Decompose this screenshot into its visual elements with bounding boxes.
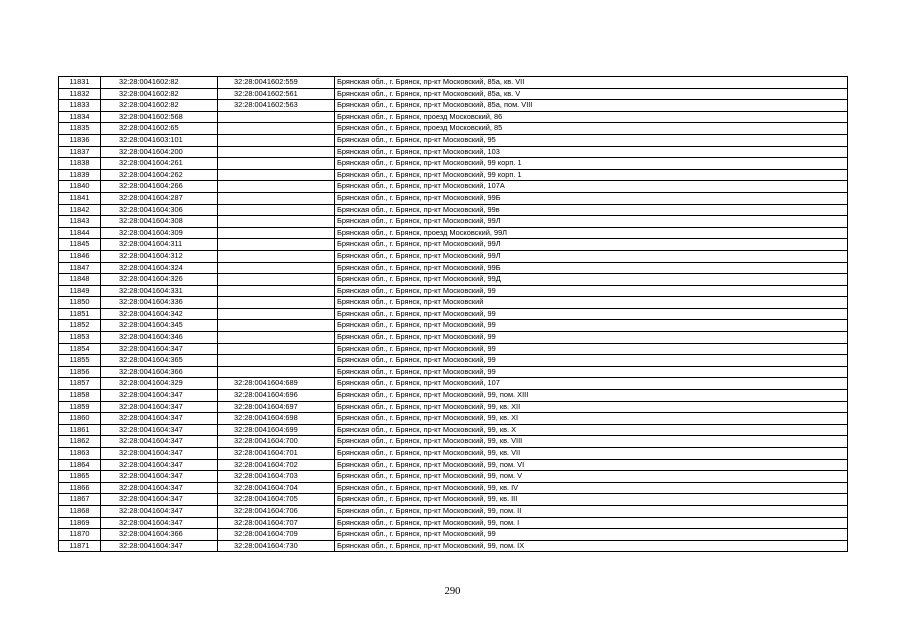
address-cell: Брянская обл., г. Брянск, пр-кт Московский, 99 (335, 308, 848, 320)
table-row (59, 482, 848, 494)
cadastral-number-cell (218, 308, 335, 320)
table-row (59, 413, 848, 425)
table-row (59, 239, 848, 251)
address-cell: Брянская обл., г. Брянск, пр-кт Московский, 103 (335, 146, 848, 158)
address-cell: Брянская обл., г. Брянск, пр-кт Московский, 85а, пом. VIII (335, 100, 848, 112)
table-row (59, 123, 848, 135)
cadastral-number-cell: 32:28:0041604:697 (218, 401, 335, 413)
table-row (59, 227, 848, 239)
table-row (59, 436, 848, 448)
row-number-cell: 11869 (59, 517, 101, 529)
table-row (59, 332, 848, 344)
parent-cadastral-number-cell: 32:28:0041604:262 (101, 169, 218, 181)
cadastral-number-cell (218, 285, 335, 297)
parent-cadastral-number-cell: 32:28:0041604:308 (101, 216, 218, 228)
row-number-cell: 11841 (59, 192, 101, 204)
table-row (59, 169, 848, 181)
row-number-cell: 11854 (59, 343, 101, 355)
cadastral-number-cell (218, 158, 335, 170)
table-row (59, 88, 848, 100)
row-number-cell: 11846 (59, 250, 101, 262)
parent-cadastral-number-cell: 32:28:0041602:82 (101, 100, 218, 112)
cadastral-number-cell (218, 123, 335, 135)
row-number-cell: 11866 (59, 482, 101, 494)
table-row (59, 494, 848, 506)
cadastral-number-cell: 32:28:0041604:705 (218, 494, 335, 506)
address-cell: Брянская обл., г. Брянск, пр-кт Московский, 99 (335, 320, 848, 332)
table-row (59, 540, 848, 552)
cadastral-number-cell (218, 169, 335, 181)
table-row (59, 192, 848, 204)
address-cell: Брянская обл., г. Брянск, пр-кт Московский, 99 (335, 366, 848, 378)
address-cell: Брянская обл., г. Брянск, пр-кт Московский, 107А (335, 181, 848, 193)
cadastral-number-cell (218, 181, 335, 193)
parent-cadastral-number-cell: 32:28:0041604:311 (101, 239, 218, 251)
address-cell: Брянская обл., г. Брянск, пр-кт Московский, 99, пом. IX (335, 540, 848, 552)
row-number-cell: 11849 (59, 285, 101, 297)
table-row (59, 216, 848, 228)
cadastral-number-cell (218, 343, 335, 355)
address-cell: Брянская обл., г. Брянск, пр-кт Московский, 99в (335, 204, 848, 216)
parent-cadastral-number-cell: 32:28:0041604:347 (101, 390, 218, 402)
parent-cadastral-number-cell: 32:28:0041604:365 (101, 355, 218, 367)
table-row (59, 517, 848, 529)
address-cell: Брянская обл., г. Брянск, пр-кт Московский, 99 (335, 285, 848, 297)
address-cell: Брянская обл., г. Брянск, пр-кт Московский, 99Л (335, 239, 848, 251)
row-number-cell: 11853 (59, 332, 101, 344)
row-number-cell: 11848 (59, 274, 101, 286)
table-row (59, 285, 848, 297)
row-number-cell: 11857 (59, 378, 101, 390)
cadastral-number-cell (218, 146, 335, 158)
cadastral-number-cell (218, 332, 335, 344)
cadastral-number-cell: 32:28:0041604:707 (218, 517, 335, 529)
parent-cadastral-number-cell: 32:28:0041604:366 (101, 366, 218, 378)
parent-cadastral-number-cell: 32:28:0041604:306 (101, 204, 218, 216)
parent-cadastral-number-cell: 32:28:0041602:82 (101, 77, 218, 89)
row-number-cell: 11863 (59, 448, 101, 460)
address-cell: Брянская обл., г. Брянск, проезд Московский, 99Л (335, 227, 848, 239)
table-row (59, 355, 848, 367)
cadastral-number-cell: 32:28:0041604:689 (218, 378, 335, 390)
cadastral-number-cell (218, 355, 335, 367)
parent-cadastral-number-cell: 32:28:0041604:347 (101, 517, 218, 529)
row-number-cell: 11864 (59, 459, 101, 471)
cadastral-number-cell: 32:28:0041604:702 (218, 459, 335, 471)
row-number-cell: 11851 (59, 308, 101, 320)
row-number-cell: 11868 (59, 505, 101, 517)
address-cell: Брянская обл., г. Брянск, пр-кт Московский, 95 (335, 134, 848, 146)
row-number-cell: 11867 (59, 494, 101, 506)
address-cell: Брянская обл., г. Брянск, пр-кт Московский, 99Л (335, 250, 848, 262)
address-cell: Брянская обл., г. Брянск, пр-кт Московский, 99 корп. 1 (335, 158, 848, 170)
row-number-cell: 11847 (59, 262, 101, 274)
address-cell: Брянская обл., г. Брянск, пр-кт Московский, 99, кв. XI (335, 413, 848, 425)
table-row (59, 390, 848, 402)
table-row (59, 448, 848, 460)
parent-cadastral-number-cell: 32:28:0041604:347 (101, 436, 218, 448)
table-row (59, 77, 848, 89)
parent-cadastral-number-cell: 32:28:0041604:347 (101, 413, 218, 425)
cadastral-number-cell (218, 366, 335, 378)
row-number-cell: 11859 (59, 401, 101, 413)
row-number-cell: 11855 (59, 355, 101, 367)
cadastral-number-cell (218, 111, 335, 123)
parent-cadastral-number-cell: 32:28:0041604:200 (101, 146, 218, 158)
cadastral-number-cell: 32:28:0041604:699 (218, 424, 335, 436)
row-number-cell: 11837 (59, 146, 101, 158)
cadastral-number-cell (218, 204, 335, 216)
parent-cadastral-number-cell: 32:28:0041602:82 (101, 88, 218, 100)
parent-cadastral-number-cell: 32:28:0041604:346 (101, 332, 218, 344)
table-row (59, 366, 848, 378)
row-number-cell: 11833 (59, 100, 101, 112)
address-cell: Брянская обл., г. Брянск, пр-кт Московский, 99, кв. IV (335, 482, 848, 494)
cadastral-number-cell (218, 227, 335, 239)
table-row (59, 250, 848, 262)
table-row (59, 505, 848, 517)
address-cell: Брянская обл., г. Брянск, пр-кт Московский, 99, пом. II (335, 505, 848, 517)
parent-cadastral-number-cell: 32:28:0041604:336 (101, 297, 218, 309)
page-number: 290 (444, 586, 461, 597)
table-row (59, 378, 848, 390)
address-cell: Брянская обл., г. Брянск, пр-кт Московский, 107 (335, 378, 848, 390)
parent-cadastral-number-cell: 32:28:0041603:101 (101, 134, 218, 146)
table-row (59, 134, 848, 146)
row-number-cell: 11858 (59, 390, 101, 402)
parent-cadastral-number-cell: 32:28:0041604:266 (101, 181, 218, 193)
table-row (59, 204, 848, 216)
row-number-cell: 11840 (59, 181, 101, 193)
row-number-cell: 11839 (59, 169, 101, 181)
parent-cadastral-number-cell: 32:28:0041604:347 (101, 448, 218, 460)
address-cell: Брянская обл., г. Брянск, пр-кт Московский, 85а, кв. V (335, 88, 848, 100)
parent-cadastral-number-cell: 32:28:0041602:568 (101, 111, 218, 123)
address-cell: Брянская обл., г. Брянск, пр-кт Московский, 99 корп. 1 (335, 169, 848, 181)
cadastral-number-cell: 32:28:0041604:704 (218, 482, 335, 494)
cadastral-number-cell: 32:28:0041604:696 (218, 390, 335, 402)
table-row (59, 424, 848, 436)
cadastral-number-cell: 32:28:0041604:698 (218, 413, 335, 425)
row-number-cell: 11850 (59, 297, 101, 309)
row-number-cell: 11843 (59, 216, 101, 228)
parent-cadastral-number-cell: 32:28:0041604:347 (101, 459, 218, 471)
parent-cadastral-number-cell: 32:28:0041602:65 (101, 123, 218, 135)
address-cell: Брянская обл., г. Брянск, пр-кт Московский, 99, пом. VI (335, 459, 848, 471)
cadastral-number-cell (218, 192, 335, 204)
table-row (59, 401, 848, 413)
parent-cadastral-number-cell: 32:28:0041604:347 (101, 471, 218, 483)
parent-cadastral-number-cell: 32:28:0041604:312 (101, 250, 218, 262)
address-cell: Брянская обл., г. Брянск, пр-кт Московский, 99Л (335, 216, 848, 228)
parent-cadastral-number-cell: 32:28:0041604:309 (101, 227, 218, 239)
parent-cadastral-number-cell: 32:28:0041604:326 (101, 274, 218, 286)
cadastral-number-cell (218, 262, 335, 274)
address-cell: Брянская обл., г. Брянск, пр-кт Московский, 99, кв. VIII (335, 436, 848, 448)
parent-cadastral-number-cell: 32:28:0041604:345 (101, 320, 218, 332)
parent-cadastral-number-cell: 32:28:0041604:287 (101, 192, 218, 204)
parent-cadastral-number-cell: 32:28:0041604:347 (101, 494, 218, 506)
row-number-cell: 11844 (59, 227, 101, 239)
row-number-cell: 11852 (59, 320, 101, 332)
table-row (59, 529, 848, 541)
parent-cadastral-number-cell: 32:28:0041604:331 (101, 285, 218, 297)
address-cell: Брянская обл., г. Брянск, пр-кт Московский, 99, пом. XIII (335, 390, 848, 402)
cadastral-number-cell (218, 320, 335, 332)
row-number-cell: 11845 (59, 239, 101, 251)
table-row (59, 100, 848, 112)
address-cell: Брянская обл., г. Брянск, пр-кт Московский, 99, кв. X (335, 424, 848, 436)
row-number-cell: 11835 (59, 123, 101, 135)
cadastral-number-cell: 32:28:0041604:730 (218, 540, 335, 552)
address-cell: Брянская обл., г. Брянск, пр-кт Московский, 99, кв. VII (335, 448, 848, 460)
parent-cadastral-number-cell: 32:28:0041604:347 (101, 505, 218, 517)
cadastral-number-cell (218, 297, 335, 309)
address-cell: Брянская обл., г. Брянск, пр-кт Московский, 99, пом. V (335, 471, 848, 483)
row-number-cell: 11861 (59, 424, 101, 436)
table-row (59, 308, 848, 320)
cadastral-number-cell: 32:28:0041604:709 (218, 529, 335, 541)
address-cell: Брянская обл., г. Брянск, пр-кт Московский, 85а, кв. VII (335, 77, 848, 89)
cadastral-number-cell (218, 239, 335, 251)
address-cell: Брянская обл., г. Брянск, пр-кт Московский, 99Д (335, 274, 848, 286)
address-cell: Брянская обл., г. Брянск, проезд Московский, 85 (335, 123, 848, 135)
cadastral-number-cell: 32:28:0041604:700 (218, 436, 335, 448)
table-row (59, 471, 848, 483)
table-row (59, 320, 848, 332)
row-number-cell: 11838 (59, 158, 101, 170)
row-number-cell: 11832 (59, 88, 101, 100)
table-row (59, 297, 848, 309)
parent-cadastral-number-cell: 32:28:0041604:342 (101, 308, 218, 320)
parent-cadastral-number-cell: 32:28:0041604:347 (101, 401, 218, 413)
row-number-cell: 11865 (59, 471, 101, 483)
row-number-cell: 11831 (59, 77, 101, 89)
address-cell: Брянская обл., г. Брянск, пр-кт Московский, 99Б (335, 262, 848, 274)
parent-cadastral-number-cell: 32:28:0041604:347 (101, 343, 218, 355)
cadastral-number-cell: 32:28:0041604:706 (218, 505, 335, 517)
row-number-cell: 11860 (59, 413, 101, 425)
row-number-cell: 11871 (59, 540, 101, 552)
table-row (59, 158, 848, 170)
address-cell: Брянская обл., г. Брянск, пр-кт Московский, 99, пом. I (335, 517, 848, 529)
address-cell: Брянская обл., г. Брянск, пр-кт Московский, 99, кв. III (335, 494, 848, 506)
parent-cadastral-number-cell: 32:28:0041604:347 (101, 424, 218, 436)
table-row (59, 343, 848, 355)
address-cell: Брянская обл., г. Брянск, пр-кт Московский, 99 (335, 332, 848, 344)
cadastral-number-cell: 32:28:0041604:701 (218, 448, 335, 460)
address-cell: Брянская обл., г. Брянск, пр-кт Московский, 99 (335, 355, 848, 367)
cadastral-number-cell: 32:28:0041602:563 (218, 100, 335, 112)
table-row (59, 274, 848, 286)
row-number-cell: 11836 (59, 134, 101, 146)
table-row (59, 262, 848, 274)
row-number-cell: 11862 (59, 436, 101, 448)
cadastral-number-cell: 32:28:0041604:703 (218, 471, 335, 483)
table-row (59, 459, 848, 471)
address-cell: Брянская обл., г. Брянск, пр-кт Московский, 99, кв. XII (335, 401, 848, 413)
address-cell: Брянская обл., г. Брянск, пр-кт Московский, 99 (335, 529, 848, 541)
cadastral-number-cell (218, 134, 335, 146)
cadastral-number-cell (218, 250, 335, 262)
row-number-cell: 11870 (59, 529, 101, 541)
address-cell: Брянская обл., г. Брянск, пр-кт Московский (335, 297, 848, 309)
row-number-cell: 11834 (59, 111, 101, 123)
row-number-cell: 11842 (59, 204, 101, 216)
parent-cadastral-number-cell: 32:28:0041604:347 (101, 540, 218, 552)
table-row (59, 146, 848, 158)
table-row (59, 181, 848, 193)
parent-cadastral-number-cell: 32:28:0041604:366 (101, 529, 218, 541)
cadastral-number-cell: 32:28:0041602:559 (218, 77, 335, 89)
parent-cadastral-number-cell: 32:28:0041604:347 (101, 482, 218, 494)
address-cell: Брянская обл., г. Брянск, проезд Московский, 86 (335, 111, 848, 123)
address-cell: Брянская обл., г. Брянск, пр-кт Московский, 99Б (335, 192, 848, 204)
parent-cadastral-number-cell: 32:28:0041604:324 (101, 262, 218, 274)
address-cell: Брянская обл., г. Брянск, пр-кт Московский, 99 (335, 343, 848, 355)
parent-cadastral-number-cell: 32:28:0041604:261 (101, 158, 218, 170)
parent-cadastral-number-cell: 32:28:0041604:329 (101, 378, 218, 390)
table-body (59, 77, 848, 552)
row-number-cell: 11856 (59, 366, 101, 378)
table-row (59, 111, 848, 123)
cadastral-number-cell (218, 274, 335, 286)
cadastral-table (58, 76, 848, 552)
cadastral-number-cell: 32:28:0041602:561 (218, 88, 335, 100)
cadastral-number-cell (218, 216, 335, 228)
